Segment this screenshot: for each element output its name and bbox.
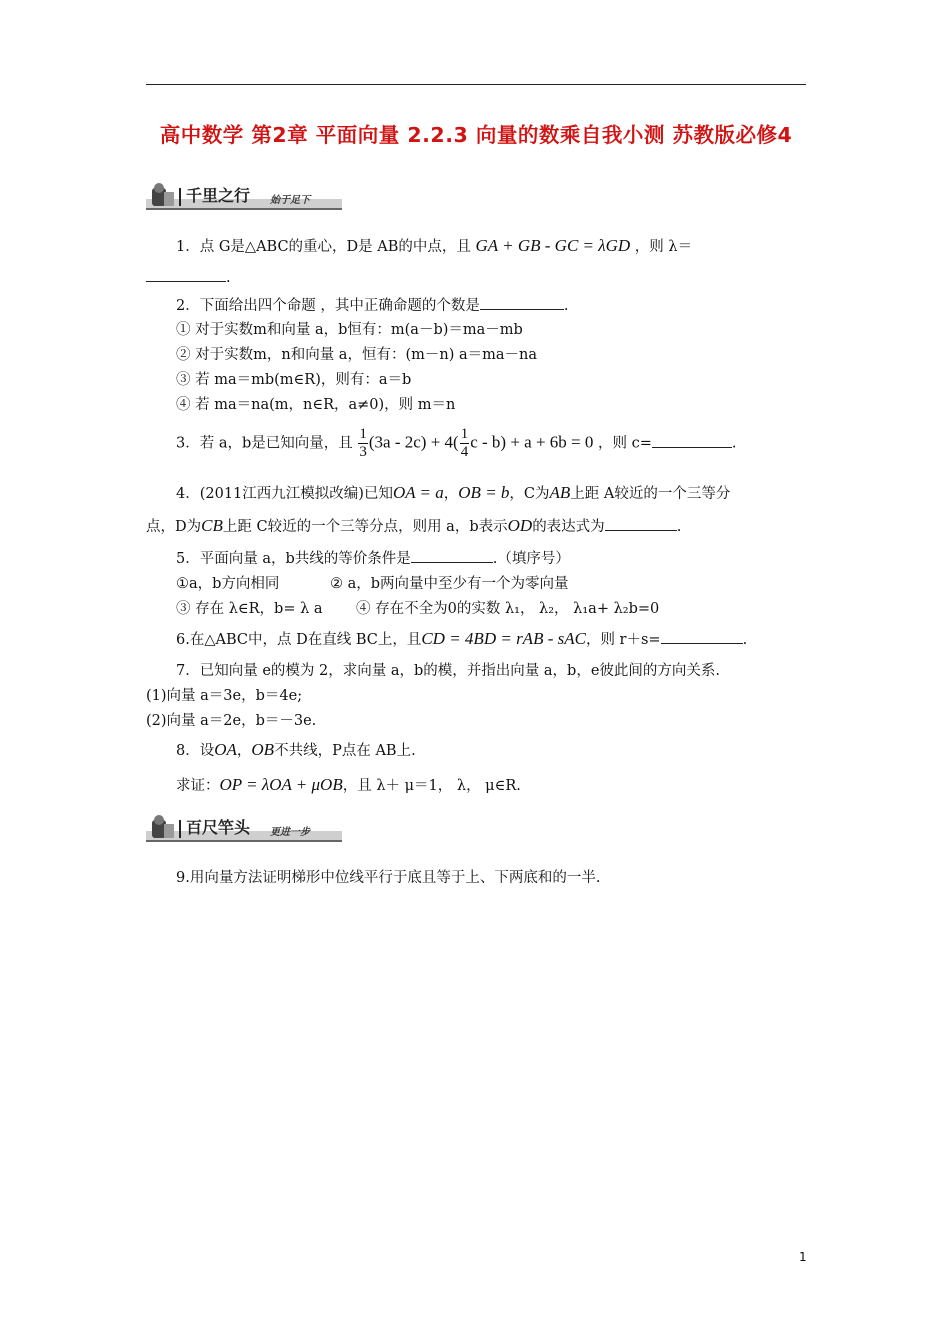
question-5: 5．平面向量 a，b共线的等价条件是 .（填序号）	[176, 547, 570, 568]
question-1-answer: .	[146, 267, 231, 286]
page-number: 1	[799, 1250, 807, 1264]
fraction: $\frac{1}{3}$	[359, 426, 367, 460]
answer-blank[interactable]	[411, 548, 493, 563]
section-title: 千里之行	[186, 186, 251, 205]
question-2-option-1: ① 对于实数m和向量 a，b恒有：m(a－b)＝ma－mb	[176, 322, 523, 338]
formula: (3a - 2c) + 4(	[368, 432, 459, 452]
section-title: 百尺竿头	[186, 818, 251, 837]
banner-divider	[179, 188, 181, 206]
question-5-option-3: ③ 存在 λ∈R，b= λ a	[176, 601, 323, 617]
question-8-proof: 求证：OP = λOA + μOB，且 λ＋ μ＝1， λ， μ∈R.	[176, 775, 521, 794]
banner-divider	[179, 820, 181, 838]
section-tag: 始于足下	[270, 195, 310, 206]
question-4: 4．(2011江西九江模拟改编)已知OA = a，OB = b，C为AB上距 A较近的一个三等分	[176, 483, 731, 502]
question-5-option-2: ② a，b两向量中至少有一个为零向量	[330, 576, 569, 592]
answer-blank[interactable]	[480, 295, 564, 310]
answer-blank[interactable]	[605, 516, 677, 531]
question-3: 3．若 a，b是已知向量，且 $\frac{1}{3}$ (3a - 2c) + 4( $\frac{1}{4}$ c - b) + a + 6b = 0 ，则 c= .	[176, 426, 737, 460]
fraction: $\frac{1}{4}$	[460, 426, 469, 460]
answer-blank[interactable]	[652, 433, 732, 448]
question-2-option-4: ④ 若 ma＝na(m，n∈R，a≠0)，则 m＝n	[176, 397, 456, 413]
question-8: 8．设OA，OB不共线，P点在 AB上.	[176, 740, 416, 759]
question-2: 2．下面给出四个命题 ，其中正确命题的个数是 .	[176, 294, 568, 315]
question-2-option-3: ③ 若 ma＝mb(m∈R)，则有：a＝b	[176, 372, 412, 388]
question-7: 7．已知向量 e的模为 2，求向量 a，b的模，并指出向量 a，b，e彼此间的方向关系.	[176, 663, 721, 679]
question-5-option-4: ④ 存在不全为0的实数 λ₁， λ₂， λ₁a+ λ₂b=0	[356, 601, 660, 617]
answer-blank[interactable]	[661, 629, 743, 644]
section-banner-1	[146, 180, 342, 210]
section-tag: 更进一步	[270, 827, 310, 838]
question-2-option-2: ② 对于实数m，n和向量 a，恒有：(m－n) a＝ma－na	[176, 347, 537, 363]
mascot-icon	[148, 182, 176, 208]
header-rule	[146, 84, 806, 85]
question-1: 1．点 G是△ABC的重心，D是 AB的中点，且 GA + GB - GC = λGD ，则 λ＝	[176, 236, 693, 255]
section-banner-2	[146, 812, 342, 842]
page-title: 高中数学 第2章 平面向量 2.2.3 向量的数乘自我小测 苏教版必修4	[159, 123, 793, 147]
answer-blank[interactable]	[146, 267, 226, 282]
question-4-cont: 点，D为CB上距 C较近的一个三等分点，则用 a，b表示OD的表达式为 .	[146, 516, 682, 535]
question-6: 6.在△ABC中，点 D在直线 BC上，且CD = 4BD = rAB - sAC，则 r＋s= .	[176, 629, 748, 648]
question-5-option-1: ①a，b方向相同	[176, 576, 280, 592]
formula: GA + GB - GC = λGD	[475, 236, 631, 255]
question-7-part-1: (1)向量 a＝3e，b＝4e;	[146, 688, 303, 704]
question-9: 9.用向量方法证明梯形中位线平行于底且等于上、下两底和的一半.	[176, 870, 601, 886]
question-7-part-2: (2)向量 a＝2e，b＝－3e.	[146, 713, 317, 729]
mascot-icon	[148, 814, 176, 840]
formula: c - b) + a + 6b = 0	[470, 432, 594, 452]
